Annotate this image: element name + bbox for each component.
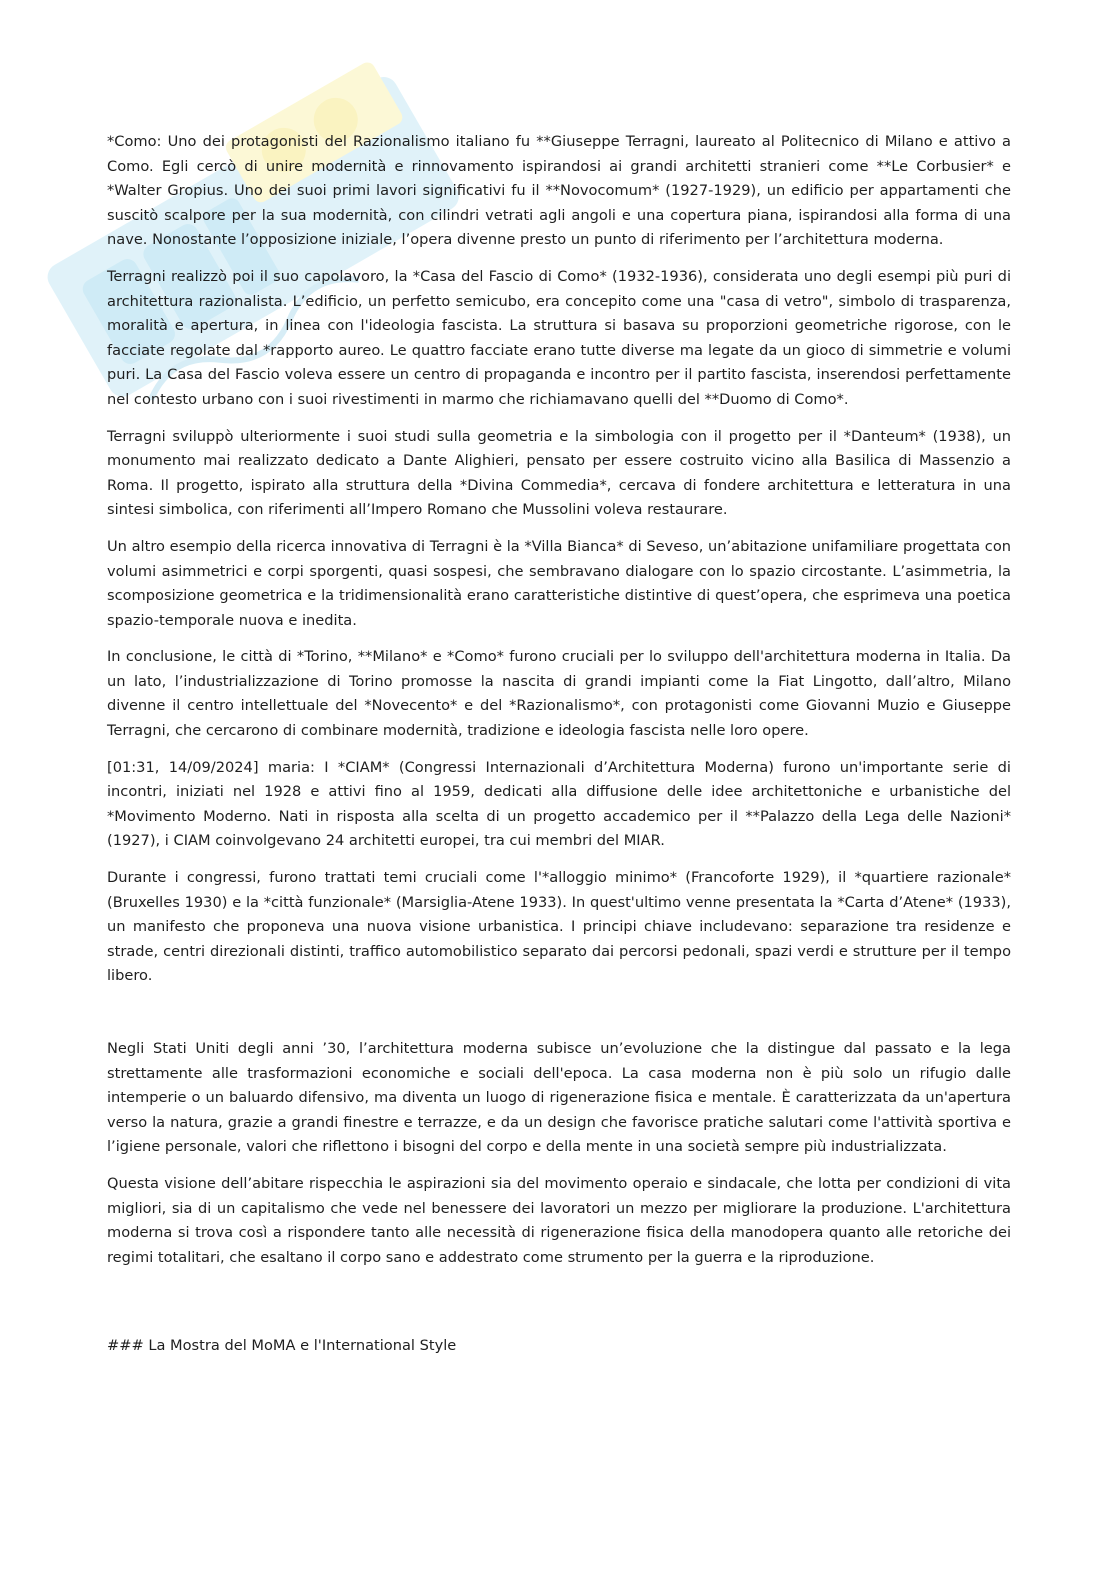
paragraph-casa-del-fascio: Terragni realizzò poi il suo capolavoro, la *Casa del Fascio di Como* (1932-1936), considerata uno degli esempi più puri di architettura razionalista. L’edificio, un perfetto semicubo, era concepito come una "casa di vetro", simbolo di trasparenza, moralità e apertura, in linea con l'ideologia fascista. La struttura si basava su proporzioni geometriche rigorose, con le facciate regolate dal *rapporto aureo. Le quattro facciate erano tutte diverse ma legate da un gioco di simmetrie e volumi puri. La Casa del Fascio voleva essere un centro di propaganda e incontro per il partito fascista, inserendosi perfettamente nel contesto urbano con i suoi rivestimenti in marmo che richiamavano quelli del **Duomo di Como*. xyxy=(107,267,1011,408)
paragraph-danteum: Terragni sviluppò ulteriormente i suoi studi sulla geometria e la simbologia con il progetto per il *Danteum* (1938), un monumento mai realizzato dedicato a Dante Alighieri, pensato per essere costruito vicino alla Basilica di Massenzio a Roma. Il progetto, ispirato alla struttura della *Divina Commedia*, cercava di fondere architettura e letteratura in una sintesi simbolica, con riferimenti all’Impero Romano che Mussolini voleva restaurare. xyxy=(107,427,1011,519)
paragraph-conclusione: In conclusione, le città di *Torino, **Milano* e *Como* furono cruciali per lo sviluppo dell'architettura moderna in Italia. Da un lato, l’industrializzazione di Torino promosse la nascita di grandi impianti come la Fiat Lingotto, dall’altro, Milano divenne il centro intellettuale del *Novecento* e del *Razionalismo*, con protagonisti come Giovanni Muzio e Giuseppe Terragni, che cercarono di combinare modernità, tradizione e ideologia fascista nelle loro opere. xyxy=(107,648,1011,740)
paragraph-como: *Como: Uno dei protagonisti del Razionalismo italiano fu **Giuseppe Terragni, laureato al Politecnico di Milano e attivo a Como. Egli cercò di unire modernità e rinnovamento ispirandosi ai grandi architetti stranieri come **Le Corbusier* e *Walter Gropius. Uno dei suoi primi lavori significativi fu il **Novocomum* (1927-1929), un edificio per appartamenti che suscitò scalpore per la sua modernità, con cilindri vetrati agli angoli e una copertura piana, ispirandosi alla forma di una nave. Nonostante l’opposizione iniziale, l’opera divenne presto un punto di riferimento per l’architettura moderna. xyxy=(107,133,1011,249)
paragraph-stati-uniti: Negli Stati Uniti degli anni ’30, l’architettura moderna subisce un’evoluzione che la distingue dal passato e la lega strettamente alle trasformazioni economiche e sociali dell'epoca. La casa moderna non è più solo un rifugio dalle intemperie o un baluardo difensivo, ma diventa un luogo di rigenerazione fisica e mentale. È caratterizzata da un'apertura verso la natura, grazie a grandi finestre e terrazze, e da un design che favorisce pratiche salutari come l'attività sportiva e l’igiene personale, valori che riflettono i bisogni del corpo e della mente in una società sempre più industrializzata. xyxy=(107,1040,1011,1156)
section-gap xyxy=(107,1001,1011,1037)
section-heading: ### La Mostra del MoMA e l'International Style xyxy=(107,1337,457,1355)
section-gap-large xyxy=(107,1282,1011,1334)
paragraph-congressi: Durante i congressi, furono trattati temi cruciali come l'*alloggio minimo* (Francoforte 1929), il *quartiere razionale* (Bruxelles 1930) e la *città funzionale* (Marsiglia-Atene 1933). In quest'ultimo venne presentata la *Carta d’Atene* (1933), un manifesto che proponeva una nuova visione urbanistica. I principi chiave includevano: separazione tra residenze e strade, centri direzionali distinti, traffico automobilistico separato dai percorsi pedonali, spazi verdi e strutture per il tempo libero. xyxy=(107,869,1011,985)
paragraph-villa-bianca: Un altro esempio della ricerca innovativa di Terragni è la *Villa Bianca* di Seveso, un’abitazione unifamiliare progettata con volumi asimmetrici e corpi sporgenti, quasi sospesi, che sembravano dialogare con lo spazio circostante. L’asimmetria, la scomposizione geometrica e la tridimensionalità erano caratteristiche distintive di quest’opera, che esprimeva una poetica spazio-temporale nuova e inedita. xyxy=(107,537,1011,629)
paragraph-abitare: Questa visione dell’abitare rispecchia le aspirazioni sia del movimento operaio e sindacale, che lotta per condizioni di vita migliori, sia di un capitalismo che vede nel benessere dei lavoratori un mezzo per migliorare la produzione. L'architettura moderna si trova così a rispondere tanto alle necessità di rigenerazione fisica della manodopera quanto alle retoriche dei regimi totalitari, che esaltano il corpo sano e addestrato come strumento per la guerra e la riproduzione. xyxy=(107,1174,1011,1266)
document-body xyxy=(107,130,1011,1371)
paragraph-ciam: [01:31, 14/09/2024] maria: I *CIAM* (Congressi Internazionali d’Architettura Moderna) furono un'importante serie di incontri, iniziati nel 1928 e attivi fino al 1959, dedicati alla diffusione delle idee architettoniche e urbanistiche del *Movimento Moderno. Nati in risposta alla scelta di un progetto accademico per il **Palazzo della Lega delle Nazioni* (1927), i CIAM coinvolgevano 24 architetti europei, tra cui membri del MIAR. xyxy=(107,758,1011,850)
